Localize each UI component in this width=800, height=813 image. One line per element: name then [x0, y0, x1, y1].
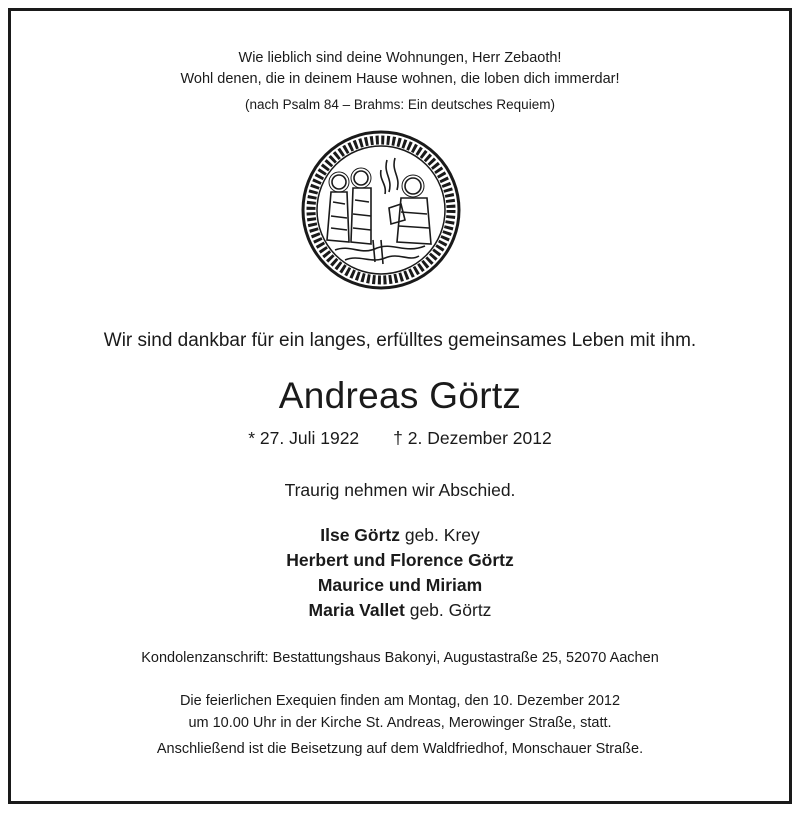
mourner-name: Ilse Görtz	[320, 525, 400, 545]
mourner-row	[0, 550, 800, 571]
mourner-row	[0, 525, 800, 546]
birth-date: * 27. Juli 1922	[248, 428, 360, 448]
service-line-2: um 10.00 Uhr in der Kirche St. Andreas, Merowinger Straße, statt.	[188, 715, 612, 731]
farewell-text: Traurig nehmen wir Abschied.	[284, 480, 516, 500]
mourner-name: Herbert und Florence Görtz	[286, 550, 514, 570]
mourner-name: Maurice und Miriam	[317, 575, 483, 595]
mourner-row	[0, 575, 800, 596]
service-line-1: Die feierlichen Exequien finden am Montag, den 10. Dezember 2012	[179, 693, 621, 709]
life-dates	[0, 428, 800, 449]
thanks-text: Wir sind dankbar für ein langes, erfülltes gemeinsames Leben mit ihm.	[103, 330, 697, 351]
mourner-suffix: geb. Görtz	[404, 600, 492, 620]
deceased-name: Andreas Görtz	[278, 375, 522, 416]
mourner-row	[0, 600, 800, 621]
mourner-name: Maria Vallet	[308, 600, 405, 620]
quote-source: (nach Psalm 84 – Brahms: Ein deutsches Requiem)	[245, 97, 555, 112]
church-seal-icon	[301, 130, 461, 290]
quote-line-1: Wie lieblich sind deine Wohnungen, Herr Zebaoth!	[238, 50, 562, 66]
mourner-suffix: geb. Krey	[399, 525, 480, 545]
death-date: † 2. Dezember 2012	[393, 428, 552, 448]
quote-line-2: Wohl denen, die in deinem Hause wohnen, die loben dich immerdar!	[180, 71, 620, 87]
service-line-3: Anschließend ist die Beisetzung auf dem Waldfriedhof, Monschauer Straße.	[156, 741, 644, 757]
condolence-address: Kondolenzanschrift: Bestattungshaus Bakonyi, Augustastraße 25, 52070 Aachen	[141, 650, 659, 666]
